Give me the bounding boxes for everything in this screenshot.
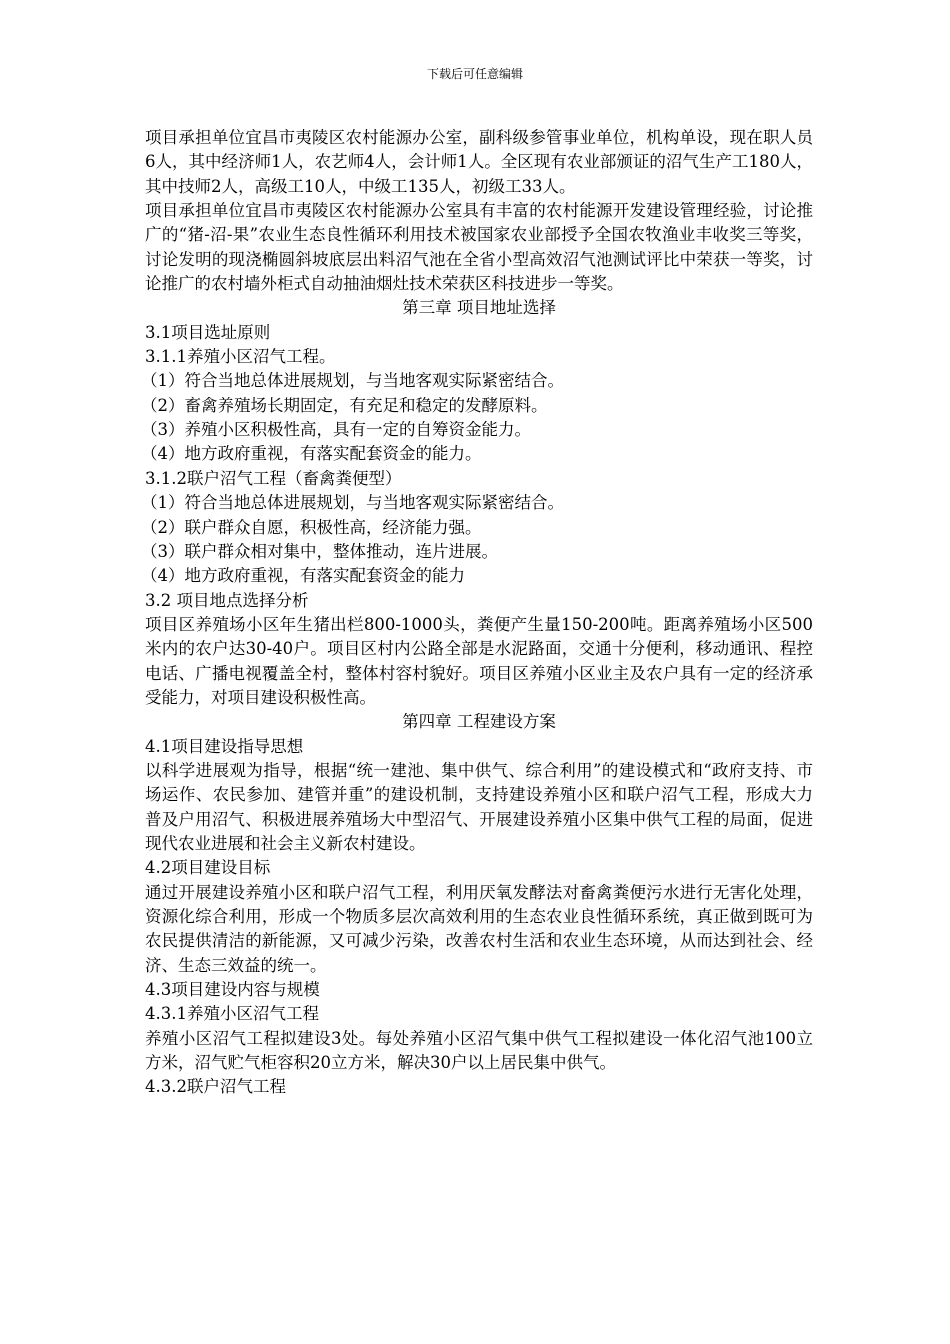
section-heading: 4.2项目建设目标 — [145, 858, 271, 878]
document-body — [141, 126, 813, 1100]
body-paragraph: 通过开展建设养殖小区和联户沼气工程，利用厌氧发酵法对畜禽粪便污水进行无害化处理，资源化综合利用，形成一个物质多层次高效利用的生态农业良性循环系统，真正做到既可为农民提供清洁的新能源，又可减少污染，改善农村生活和农业生态环境，从而达到社会、经济、生态三效益的统一。 — [145, 882, 813, 975]
chapter-heading: 第三章 项目地址选择 — [402, 298, 556, 318]
list-item: （3）养殖小区积极性高，具有一定的自筹资金能力。 — [141, 420, 531, 440]
section-heading: 4.3项目建设内容与规模 — [145, 980, 320, 1000]
body-paragraph: 项目承担单位宜昌市夷陵区农村能源办公室，副科级参管事业单位，机构单设，现在职人员6人，其中经济师1人，农艺师4人，会计师1人。全区现有农业部颁证的沼气生产工180人，其中技师2人，高级工10人，中级工135人，初级工33人。 — [145, 128, 813, 196]
list-item: （2）联户群众自愿，积极性高，经济能力强。 — [141, 517, 482, 537]
section-heading: 4.3.1养殖小区沼气工程 — [145, 1004, 319, 1024]
list-item: （2）畜禽养殖场长期固定，有充足和稳定的发酵原料。 — [141, 395, 548, 415]
chapter-heading: 第四章 工程建设方案 — [402, 712, 556, 732]
body-paragraph: 以科学进展观为指导，根据“统一建池、集中供气、综合利用”的建设模式和“政府支持、市场运作、农民参加、建管并重”的建设机制，支持建设养殖小区和联户沼气工程，形成大力普及户用沼气、积极进展养殖场大中型沼气、开展建设养殖小区集中供气工程的局面，促进现代农业进展和社会主义新农村建设。 — [145, 760, 813, 853]
body-paragraph: 项目区养殖场小区年生猪出栏800-1000头，粪便产生量150-200吨。距离养殖场小区500米内的农户达30-40户。项目区村内公路全部是水泥路面，交通十分便利，移动通讯、程控电话、广播电视覆盖全村，整体村容村貌好。项目区养殖小区业主及农户具有一定的经济承受能力，对项目建设积极性高。 — [145, 614, 813, 707]
section-heading: 4.1项目建设指导思想 — [145, 736, 304, 756]
body-paragraph: 养殖小区沼气工程拟建设3处。每处养殖小区沼气集中供气工程拟建设一体化沼气池100立方米，沼气贮气柜容积20立方米，解决30户以上居民集中供气。 — [145, 1028, 813, 1073]
page-header-note: 下载后可任意编辑 — [426, 67, 523, 81]
section-heading: 3.1项目选址原则 — [145, 322, 271, 342]
section-heading: 4.3.2联户沼气工程 — [145, 1077, 286, 1097]
section-heading: 3.2 项目地点选择分析 — [145, 590, 309, 610]
list-item: （1）符合当地总体进展规划，与当地客观实际紧密结合。 — [141, 493, 564, 513]
list-item: （4）地方政府重视，有落实配套资金的能力。 — [141, 444, 482, 464]
body-paragraph: 项目承担单位宜昌市夷陵区农村能源办公室具有丰富的农村能源开发建设管理经验，讨论推广的“猪-沼-果”农业生态良性循环利用技术被国家农业部授予全国农牧渔业丰收奖三等奖，讨论发明的现浇椭圆斜坡底层出料沼气池在全省小型高效沼气池测试评比中荣获一等奖，讨论推广的农村墙外柜式自动抽油烟灶技术荣获区科技进步一等奖。 — [145, 201, 813, 294]
list-item: （3）联户群众相对集中，整体推动，连片进展。 — [141, 541, 498, 561]
section-heading: 3.1.1养殖小区沼气工程。 — [145, 347, 336, 367]
list-item: （1）符合当地总体进展规划，与当地客观实际紧密结合。 — [141, 371, 564, 391]
list-item: （4）地方政府重视，有落实配套资金的能力 — [141, 566, 465, 586]
section-heading: 3.1.2联户沼气工程（畜禽粪便型） — [145, 468, 402, 488]
